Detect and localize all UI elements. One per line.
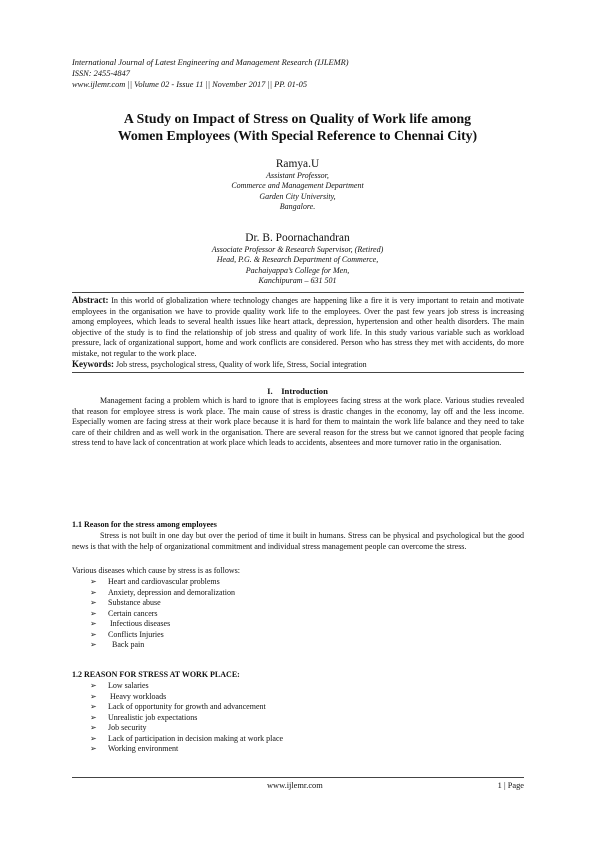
arrowhead-bullet-icon: ➢ <box>90 681 97 690</box>
abstract-text: In this world of globalization where technology changes are happening like a fire it is very important to retain and motivate employees in the organisation we have to provide quality work life to the employees. Over the past few years job stress is increasing among employees, which leads to several health issues like heart attack, depression, hypertension and other health disorders. The main objective of the study is to find the relationship of job stress and quality of work life. In this study various variable such as workload pressure, lack of organizational support, home and work conflicts are considered. Person who has stress they met with accidents, do more mistake, not regular to the work place. <box>72 296 524 358</box>
list-item-text: Unrealistic job expectations <box>108 712 198 722</box>
list-item-text: Job security <box>108 723 147 732</box>
author-affiliation-line: Commerce and Management Department <box>231 181 364 191</box>
list-item <box>90 692 283 703</box>
diseases-lead: Various diseases which cause by stress is as follows: <box>72 566 240 575</box>
arrowhead-bullet-icon: ➢ <box>90 744 97 753</box>
abstract <box>72 295 524 360</box>
list-item-text: Working environment <box>108 744 179 753</box>
author-affiliation-line: Garden City University, <box>259 191 336 201</box>
list-item-text: Substance abuse <box>108 598 161 607</box>
title-line-1: A Study on Impact of Stress on Quality of Work life among <box>123 111 472 126</box>
author-1 <box>60 157 535 213</box>
subsection-heading-1-1: 1.1 Reason for the stress among employees <box>72 520 217 529</box>
list-item <box>90 723 283 734</box>
arrowhead-bullet-icon: ➢ <box>90 598 97 607</box>
keywords-text: Job stress, psychological stress, Quality of work life, Stress, Social integration <box>116 360 367 369</box>
list-item-text: Lack of participation in decision making at work place <box>108 733 284 743</box>
list-item <box>90 681 283 692</box>
author-affiliation-line: Kanchipuram – 631 501 <box>258 276 337 286</box>
list-item <box>90 588 235 599</box>
keywords <box>72 359 524 370</box>
diseases-list <box>90 577 235 651</box>
author-affiliation-line: Pachaiyappa’s College for Men, <box>245 265 350 275</box>
abstract-label: Abstract: <box>72 295 109 305</box>
journal-header <box>72 57 348 91</box>
list-item-text: Heavy workloads <box>108 691 167 701</box>
author-affiliation-line: Assistant Professor, <box>266 171 329 180</box>
keywords-label: Keywords: <box>72 359 114 369</box>
arrowhead-bullet-icon: ➢ <box>90 691 97 701</box>
arrowhead-bullet-icon: ➢ <box>90 587 97 597</box>
abstract-top-rule <box>72 292 524 293</box>
list-item-text: Conflicts Injuries <box>108 629 164 639</box>
subsection-heading-1-2: 1.2 REASON FOR STRESS AT WORK PLACE: <box>72 670 240 679</box>
journal-issn: ISSN: 2455-4847 <box>72 69 130 79</box>
author-affiliation-line: Associate Professor & Research Supervisor, (Retired) <box>211 245 384 254</box>
arrowhead-bullet-icon: ➢ <box>90 577 97 586</box>
page-footer <box>72 777 524 792</box>
author-name: Ramya.U <box>275 158 320 170</box>
list-item <box>90 630 235 641</box>
list-item-text: Certain cancers <box>108 608 158 618</box>
title-line-2: Women Employees (With Special Reference to Chennai City) <box>117 128 478 143</box>
list-item-text: Back pain <box>108 640 145 649</box>
journal-issue: www.ijlemr.com || Volume 02 - Issue 11 || November 2017 || PP. 01-05 <box>72 80 308 90</box>
arrowhead-bullet-icon: ➢ <box>90 723 97 732</box>
section-heading-introduction: I. Introduction <box>267 386 328 396</box>
journal-name: International Journal of Latest Engineering and Management Research (IJLEMR) <box>72 58 349 67</box>
author-affiliation-line: Head, P.G. & Research Department of Commerce, <box>216 255 379 265</box>
list-item-text: Heart and cardiovascular problems <box>108 577 220 586</box>
workplace-stress-list <box>90 681 283 755</box>
list-item <box>90 609 235 620</box>
abstract-bottom-rule <box>72 372 524 373</box>
list-item-text: Low salaries <box>108 681 149 690</box>
paper-title <box>60 110 535 144</box>
arrowhead-bullet-icon: ➢ <box>90 629 97 639</box>
arrowhead-bullet-icon: ➢ <box>90 733 97 743</box>
list-item <box>90 702 283 713</box>
page-number: 1 | Page <box>497 781 524 790</box>
introduction-text: Management facing a problem which is hard to ignore that is employees facing stress at the work place. Various studies revealed that reason for employee stress is work place. The main cause of stress is drastic changes in the economy, lay off and the less income. Especially women are facing stress at their work place because it is hard for them to maintain the work life balance and they need to take care of their children and as well work in the organisation. There are several reason for the stress but we cannot ignored that people facing stress tend to have lack of concentration at work place which leads to accidents, absentees and more turnover ratio in the organisation. <box>72 396 524 447</box>
list-item <box>90 713 283 724</box>
introduction-paragraph <box>72 396 524 449</box>
subsection-1-1-text: Stress is not built in one day but over the period of time it built in humans. Stress can be physical and psychological but the good news is that with the help of organizational commitment and individual stress management people can overcome the stress. <box>72 531 524 551</box>
list-item <box>90 598 235 609</box>
arrowhead-bullet-icon: ➢ <box>90 619 97 628</box>
list-item <box>90 577 235 588</box>
author-name: Dr. B. Poornachandran <box>245 232 350 244</box>
arrowhead-bullet-icon: ➢ <box>90 640 97 649</box>
list-item <box>90 734 283 745</box>
list-item <box>90 619 235 630</box>
list-item-text: Lack of opportunity for growth and advancement <box>108 702 266 711</box>
list-item-text: Anxiety, depression and demoralization <box>108 587 235 597</box>
list-item-text: Infectious diseases <box>108 619 171 628</box>
author-2 <box>60 231 535 287</box>
footer-url[interactable]: www.ijlemr.com <box>267 781 323 790</box>
list-item <box>90 640 235 651</box>
author-affiliation-line: Bangalore. <box>279 202 316 212</box>
list-item <box>90 744 283 755</box>
arrowhead-bullet-icon: ➢ <box>90 702 97 711</box>
arrowhead-bullet-icon: ➢ <box>90 608 97 618</box>
subsection-1-1-paragraph <box>72 531 524 552</box>
arrowhead-bullet-icon: ➢ <box>90 712 97 722</box>
